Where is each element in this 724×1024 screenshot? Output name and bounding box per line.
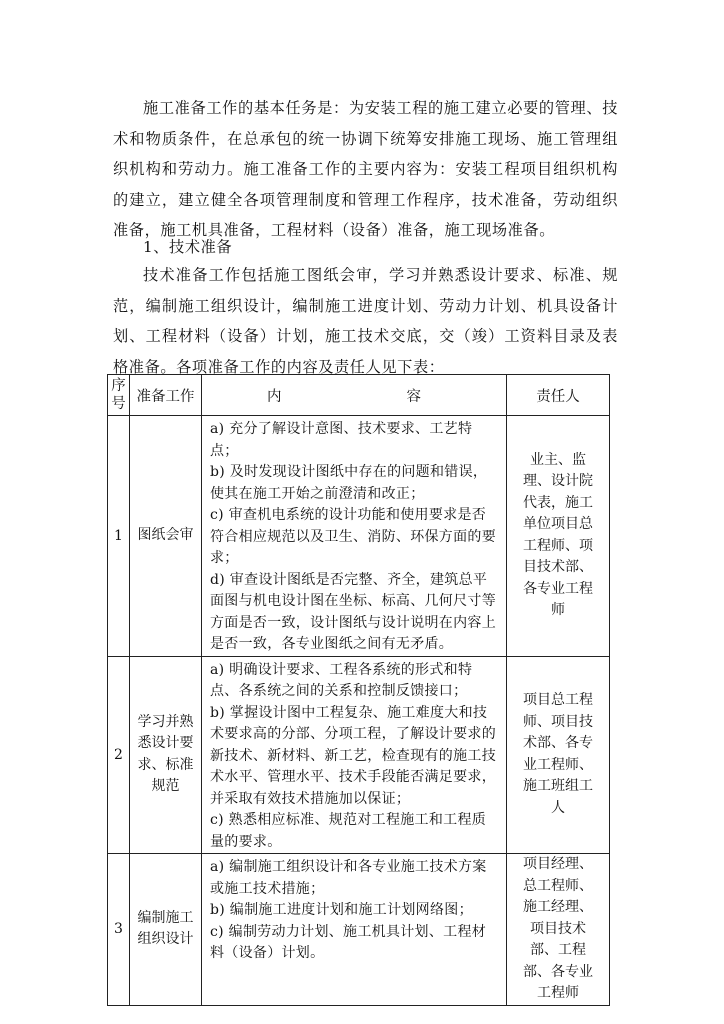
- intro-paragraph: 施工准备工作的基本任务是：为安装工程的施工建立必要的管理、技术和物质条件，在总承包的统一协调下统筹安排施工现场、施工管理组织机构和劳动力。施工准备工作的主要内容为：安装工程项目组织机构的建立，建立健全各项管理制度和管理工作程序，技术准备，劳动组织准备，施工机具准备，工程材料（设备）准备，施工现场准备。: [113, 99, 618, 239]
- header-no: 序号: [108, 375, 130, 416]
- row-task: 图纸会审: [130, 416, 202, 657]
- row-owner: 业主、监理、设计院代表，施工单位项目总工程师、项目技术部、各专业工程师: [507, 416, 610, 657]
- row-no: 2: [108, 656, 130, 854]
- content-item: a) 充分了解设计意图、技术要求、工艺特点；: [210, 421, 473, 459]
- table-header-row: [108, 375, 610, 416]
- row-task: 学习并熟悉设计要求、标准规范: [130, 656, 202, 854]
- header-content-char-b: 容: [406, 388, 421, 405]
- table-row: [108, 416, 610, 657]
- row-task: 编制施工组织设计: [130, 854, 202, 1006]
- content-item: a) 明确设计要求、工程各系统的形式和特点、各系统之间的关系和控制反馈接口；: [210, 661, 473, 699]
- row-content: [202, 656, 507, 854]
- row-no: 3: [108, 854, 130, 1006]
- content-item: b) 及时发现设计图纸中存在的问题和错误，使其在施工开始之前澄清和改正；: [210, 464, 488, 502]
- preparation-table: [107, 374, 610, 1006]
- tech-paragraph: 技术准备工作包括施工图纸会审，学习并熟悉设计要求、标准、规范，编制施工组织设计，编制施工进度计划、劳动力计划、机具设备计划、工程材料（设备）计划，施工技术交底，交（竣）工资料目录及表格准备。各项准备工作的内容及责任人见下表：: [113, 266, 618, 376]
- row-content: [202, 854, 507, 1006]
- content-item: c) 审查机电系统的设计功能和使用要求是否符合相应规范以及卫生、消防、环保方面的要求；: [210, 507, 496, 566]
- header-task: 准备工作: [130, 375, 202, 416]
- section-heading: 1、技术准备: [143, 238, 233, 256]
- header-owner: 责任人: [507, 375, 610, 416]
- row-owner: 项目经理、总工程师、施工经理、项目技术部、工程部、各专业工程师: [507, 854, 610, 1006]
- table-row: [108, 656, 610, 854]
- header-content: [202, 375, 507, 416]
- header-content-char-a: 内: [267, 388, 282, 405]
- row-owner: 项目总工程师、项目技术部、各专业工程师、施工班组工人: [507, 656, 610, 854]
- row-content: [202, 416, 507, 657]
- content-item: d) 审查设计图纸是否完整、齐全，建筑总平面图与机电设计图在坐标、标高、几何尺寸等方面是否一致，设计图纸与设计说明在内容上是否一致，各专业图纸之间有无矛盾。: [210, 571, 496, 652]
- content-item: a) 编制施工组织设计和各专业施工技术方案或施工技术措施；: [210, 859, 487, 897]
- content-item: b) 编制施工进度计划和施工计划网络图；: [210, 902, 473, 918]
- content-item: b) 掌握设计图中工程复杂、施工难度大和技术要求高的分部、分项工程，了解设计要求的新技术、新材料、新工艺，检查现有的施工技术水平、管理水平、技术手段能否满足要求，并采取有效技术措施加以保证；: [210, 704, 496, 807]
- content-item: c) 熟悉相应标准、规范对工程施工和工程质量的要求。: [210, 812, 487, 850]
- content-item: c) 编制劳动力计划、施工机具计划、工程材料（设备）计划。: [210, 923, 487, 961]
- table-row: [108, 854, 610, 1006]
- row-no: 1: [108, 416, 130, 657]
